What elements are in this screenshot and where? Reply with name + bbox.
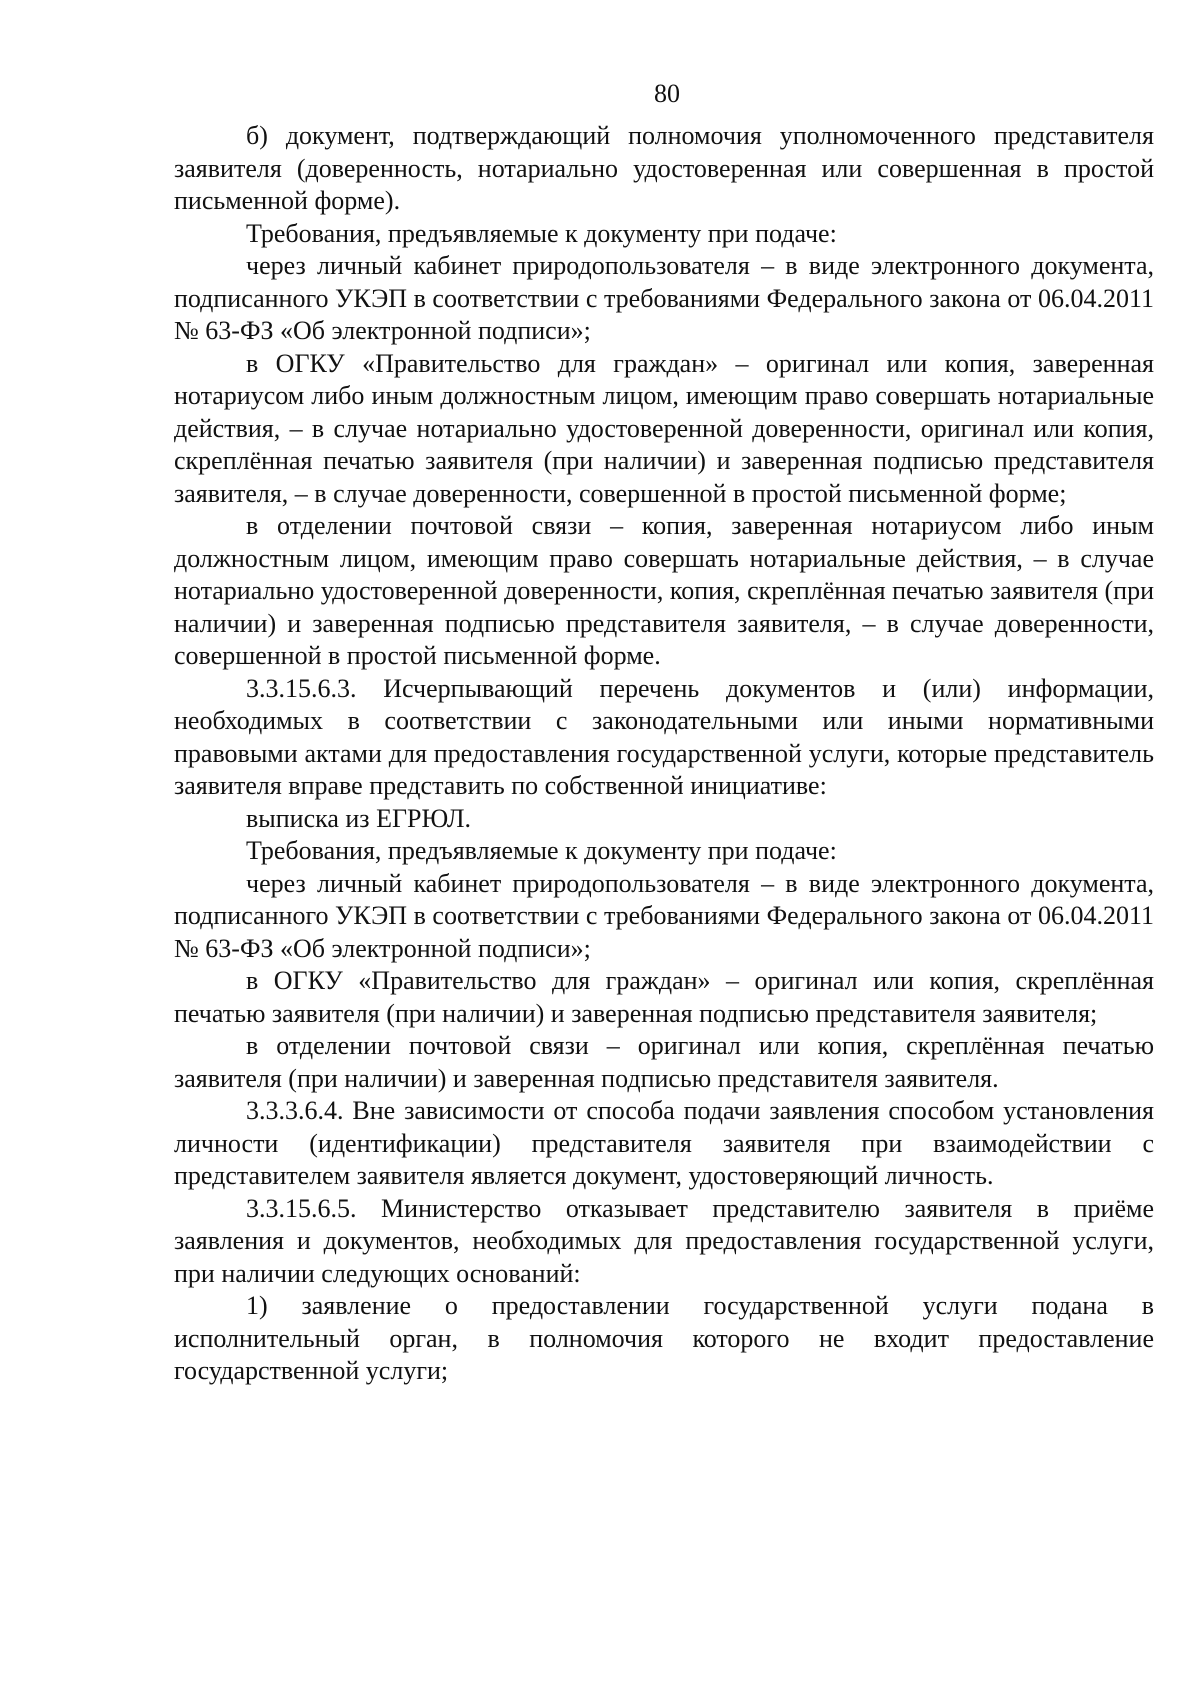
page-number: 80	[654, 79, 680, 108]
paragraph-ogku: в ОГКУ «Правительство для граждан» – оригинал или копия, заверенная нотариусом либо иным должностным лицом, имеющим право совершать нотариальные действия, – в случае нотариально удостоверенной доверенности, оригинал или копия, скреплённая печатью заявителя (при наличии) и заверенная подписью представителя заявителя, – в случае доверенности, совершенной в простой письменной форме;	[174, 348, 1154, 508]
paragraph-ogku-2: в ОГКУ «Правительство для граждан» – оригинал или копия, скреплённая печатью заявителя (при наличии) и заверенная подписью представителя заявителя;	[174, 966, 1154, 1028]
paragraph-egrul-extract: выписка из ЕГРЮЛ.	[246, 803, 472, 833]
paragraph-personal-cabinet-2: через личный кабинет природопользователя – в виде электронного документа, подписанного УКЭП в соответствии с требованиями Федерального закона от 06.04.2011 № 63-ФЗ «Об электронной подписи»;	[174, 868, 1154, 963]
paragraph-requirements-heading-2: Требования, предъявляемые к документу при подаче:	[246, 836, 837, 865]
paragraph-post-office-2: в отделении почтовой связи – оригинал или копия, скреплённая печатью заявителя (при наличии) и заверенная подписью представителя заявителя.	[174, 1031, 1154, 1093]
paragraph-3-3-3-6-4: 3.3.3.6.4. Вне зависимости от способа подачи заявления способом установления личности (идентификации) представителя заявителя при взаимодействии с представителем заявителя является документ, удостоверяющий личность.	[174, 1096, 1154, 1190]
paragraph-post-office: в отделении почтовой связи – копия, заверенная нотариусом либо иным должностным лицом, имеющим право совершать нотариальные действия, – в случае нотариально удостоверенной доверенности, копия, скреплённая печатью заявителя (при наличии) и заверенная подписью представителя заявителя, – в случае доверенности, совершенной в простой письменной форме.	[174, 511, 1154, 670]
paragraph-3-3-15-6-3: 3.3.15.6.3. Исчерпывающий перечень документов и (или) информации, необходимых в соответствии с законодательными или иными нормативными правовыми актами для предоставления государственной услуги, которые представитель заявителя вправе представить по собственной инициативе:	[174, 673, 1154, 800]
paragraph-3-3-15-6-5: 3.3.15.6.5. Министерство отказывает представителю заявителя в приёме заявления и документов, необходимых для предоставления государственной услуги, при наличии следующих оснований:	[174, 1193, 1154, 1288]
document-page	[174, 78, 1154, 1388]
paragraph-representative-document: б) документ, подтверждающий полномочия уполномоченного представителя заявителя (доверенность, нотариально удостоверенная или совершенная в простой письменной форме).	[174, 121, 1154, 215]
paragraph-refusal-ground-1: 1) заявление о предоставлении государственной услуги подана в исполнительный орган, в полномочия которого не входит предоставление государственной услуги;	[174, 1291, 1154, 1385]
paragraph-requirements-heading: Требования, предъявляемые к документу при подаче:	[246, 218, 837, 248]
paragraph-personal-cabinet: через личный кабинет природопользователя – в виде электронного документа, подписанного УКЭП в соответствии с требованиями Федерального закона от 06.04.2011 № 63-ФЗ «Об электронной подписи»;	[174, 251, 1154, 345]
